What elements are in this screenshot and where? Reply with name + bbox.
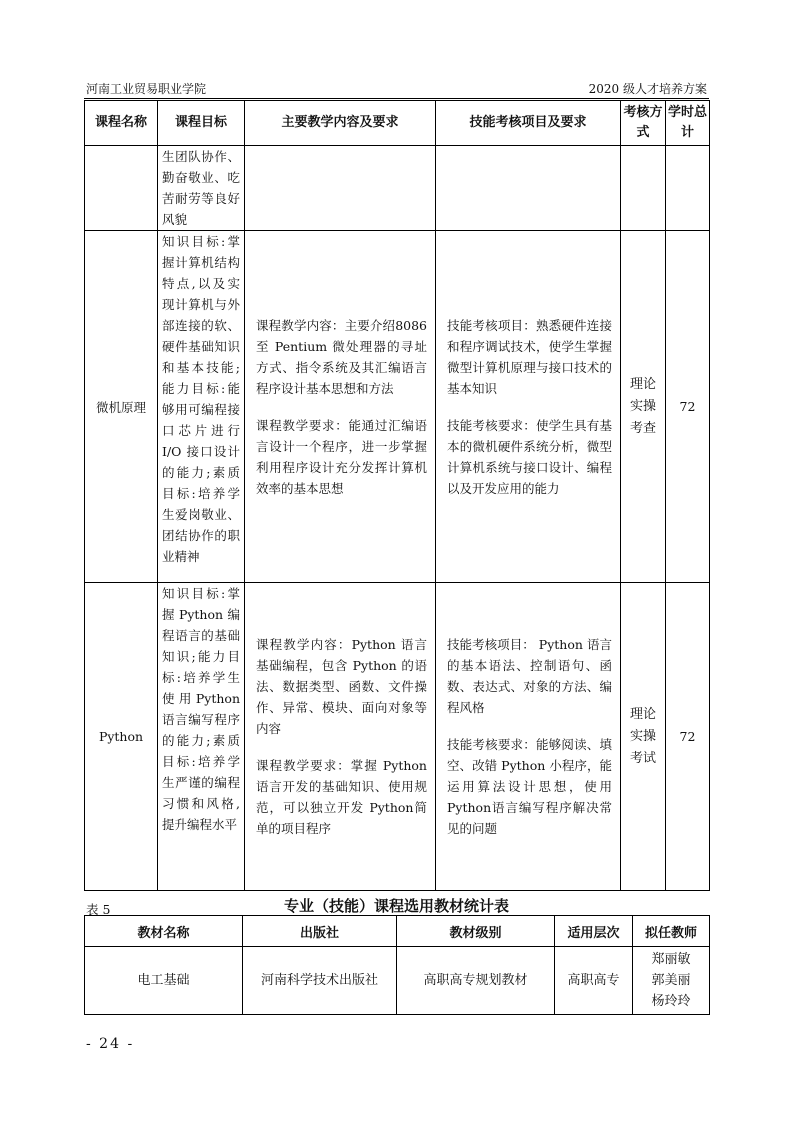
teacher-name: 郭美丽: [651, 973, 691, 988]
cell-empty: [621, 146, 666, 231]
cell-goal: 知识目标:掌握计算机结构特点,以及实现计算机与外部连接的软、硬件基础知识和基本技能;能力目标:能够用可编程接口芯片进行I/O 接口设计的能力;素质目标:培养学生爱岗敬业、团结协作的职业精神: [158, 231, 245, 583]
col-content: 主要教学内容及要求: [245, 101, 436, 146]
cell-hours: 72: [666, 231, 710, 583]
skill-requirement: 技能考核要求：能够阅读、填空、改错 Python 小程序，能运用算法设计思想，使用Python语言编写程序解决常见的问题: [447, 737, 612, 836]
cell-empty: [245, 146, 436, 231]
teacher-name: 杨玲玲: [651, 994, 691, 1009]
cell-skill: [436, 231, 621, 583]
table-row: [85, 583, 710, 891]
col-skill: 技能考核项目及要求: [436, 101, 621, 146]
table-row: [85, 947, 710, 1015]
cell-goal: 生团队协作、勤奋敬业、吃苦耐劳等良好风貌: [158, 146, 245, 231]
header-rule: [84, 98, 709, 99]
content-text: 课程教学内容：主要介绍8086 至 Pentium 微处理器的寻址方式、指令系统及其汇编语言程序设计基本思想和方法: [256, 317, 427, 396]
col-hours: 学时总计: [666, 101, 710, 146]
col-textbook-name: 教材名称: [85, 916, 243, 947]
cell-skill: [436, 583, 621, 891]
table-title: 专业（技能）课程选用教材统计表: [283, 897, 509, 915]
course-table: [84, 100, 710, 891]
cell-exam-method: 理论实操考查: [621, 231, 666, 583]
cell-course-name: Python: [85, 583, 158, 891]
skill-items: 技能考核项目：熟悉硬件连接和程序调试技术，使学生掌握微型计算机原理与接口技术的基本知识: [447, 317, 612, 396]
col-publisher: 出版社: [243, 916, 397, 947]
cell-hours: 72: [666, 583, 710, 891]
table-row: [85, 231, 710, 583]
col-level: 教材级别: [397, 916, 555, 947]
col-scope: 适用层次: [555, 916, 633, 947]
cell-publisher: 河南科学技术出版社: [243, 947, 397, 1015]
cell-exam-method: 理论实操考试: [621, 583, 666, 891]
table-row-continued: [85, 146, 710, 231]
cell-goal: 知识目标:掌握Python编程语言的基础知识;能力目标:培养学生 使 用 Python 语言编写程序的能力;素质目标:培养学生严谨的编程习惯和风格,提升编程水平: [158, 583, 245, 891]
skill-items: 技能考核项目： Python 语言的基本语法、控制语句、函数、表达式、对象的方法、编程风格: [447, 637, 612, 715]
cell-content: [245, 231, 436, 583]
cell-scope: 高职高专: [555, 947, 633, 1015]
cell-empty: [436, 146, 621, 231]
content-requirement: 课程教学要求：掌握 Python语言开发的基础知识、使用规范，可以独立开发 Python简单的项目程序: [256, 758, 427, 836]
header-doc-title: 2020 级人才培养方案: [588, 82, 707, 96]
skill-requirement: 技能考核要求：使学生具有基本的微机硬件系统分析，微型计算机系统与接口设计、编程以及开发应用的能力: [447, 417, 612, 496]
col-course-name: 课程名称: [85, 101, 158, 146]
textbook-table-header: [85, 916, 710, 947]
table-label: 表 5: [86, 902, 111, 917]
col-course-goal: 课程目标: [158, 101, 245, 146]
header-school: 河南工业贸易职业学院: [86, 82, 207, 96]
page-number: - 24 -: [86, 1036, 135, 1052]
col-exam: 考核方式: [621, 101, 666, 146]
textbook-table: [84, 915, 710, 1015]
cell-empty: [666, 146, 710, 231]
col-teachers: 拟任教师: [633, 916, 710, 947]
cell-course-name: 微机原理: [85, 231, 158, 583]
course-table-header: [85, 101, 710, 146]
cell-teachers: [633, 947, 710, 1015]
cell-level: 高职高专规划教材: [397, 947, 555, 1015]
cell-empty: [85, 146, 158, 231]
cell-content: [245, 583, 436, 891]
content-requirement: 课程教学要求：能通过汇编语言设计一个程序，进一步掌握利用程序设计充分发挥计算机效率的基本思想: [256, 417, 427, 496]
teacher-name: 郑丽敏: [651, 952, 691, 967]
content-text: 课程教学内容：Python 语言基础编程，包含 Python 的语法、数据类型、函数、文件操作、异常、模块、面向对象等内容: [256, 637, 427, 736]
cell-textbook-name: 电工基础: [85, 947, 243, 1015]
